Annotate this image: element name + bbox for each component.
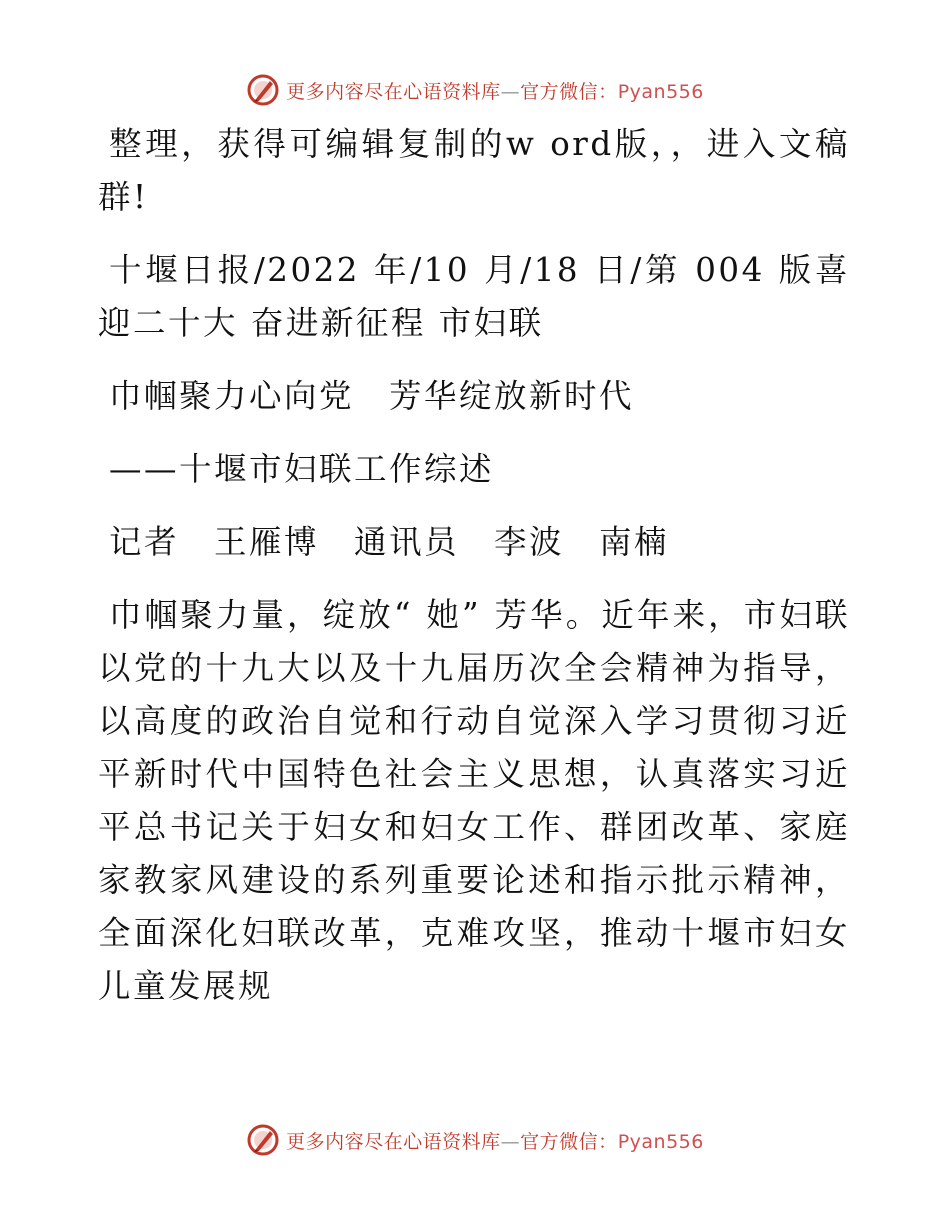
pen-nib-seal-icon	[246, 1123, 280, 1157]
article-subtitle: ——十堰市妇联工作综述	[109, 450, 495, 488]
article-title: 巾帼聚力心向党 芳华绽放新时代	[109, 377, 635, 415]
pen-nib-seal-icon	[246, 73, 280, 107]
header-watermark	[0, 70, 950, 110]
source-line: 十堰日报/2022 年/10 月/18 日/第 004 版喜迎二十大 奋进新征程 市妇联	[98, 251, 850, 342]
byline: 记者 王雁博 通讯员 李波 南楠	[109, 523, 670, 561]
footer-watermark	[0, 1120, 950, 1160]
intro-paragraph: 整理，获得可编辑复制的w ord版，，进入文稿群!	[98, 125, 850, 216]
watermark-text: 更多内容尽在心语资料库—官方微信：Pyan556	[286, 1130, 704, 1153]
body-paragraph: 巾帼聚力量，绽放“ 她” 芳华。近年来，市妇联以党的十九大以及十九届历次全会精神为指导，以高度的政治自觉和行动自觉深入学习贯彻习近平新时代中国特色社会主义思想，认真落实习近平总书记关于妇女和妇女工作、群团改革、家庭家教家风建设的系列重要论述和指示批示精神，全面深化妇联改革，克难攻坚，推动十堰市妇女儿童发展规	[98, 596, 850, 1005]
document-body	[98, 118, 850, 1013]
watermark-text: 更多内容尽在心语资料库—官方微信：Pyan556	[286, 80, 704, 103]
